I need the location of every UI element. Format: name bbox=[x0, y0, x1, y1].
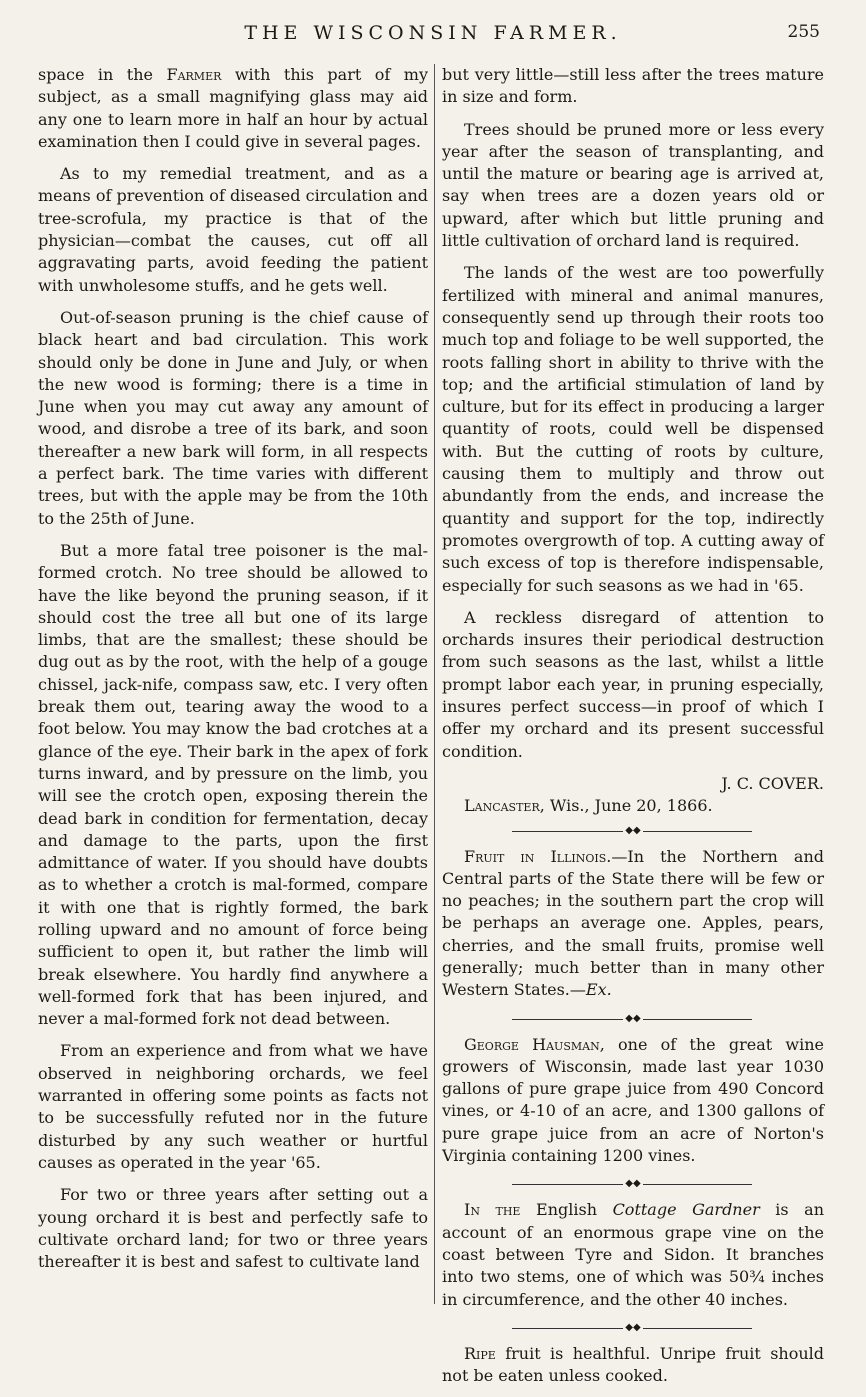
section-rule: ◆◆ bbox=[442, 1012, 824, 1026]
publication-title: Cottage Gardner bbox=[612, 1200, 760, 1220]
news-item: George Hausman, one of the great wine growers of Wisconsin, made last year 1030 gallons of pure grape juice from 490 Concord vines, or 4-10 of an acre, and 1300 gallons of pure grape juice from an acre of Norton's Virginia containing 1200 vines. bbox=[442, 1034, 824, 1166]
paragraph: As to my remedial treatment, and as a means of prevention of diseased circulation and tree-scrofula, my practice is that of the physician—combat the causes, cut off all aggravating parts, avoid feeding the patient with unwholesome stuffs, and he gets well. bbox=[38, 164, 428, 295]
column-divider bbox=[434, 64, 435, 1304]
paragraph: From an experience and from what we have observed in neighboring orchards, we feel warranted in offering some points as facts not to be successfully refuted nor in the future disturbed by any such weather or hurtful causes as operated in the year '65. bbox=[38, 1041, 428, 1172]
news-item: In the English Cottage Gardner is an account of an enormous grape vine on the coast between Tyre and Sidon. It branches into two stems, one of which was 50¾ inches in circumference, and the other 40 inches. bbox=[442, 1200, 825, 1309]
paragraph: but very little—still less after the trees mature in size and form. bbox=[442, 65, 824, 107]
section-rule: ◆◆ bbox=[442, 1177, 824, 1191]
page-number: 255 bbox=[787, 22, 820, 42]
item-heading: In the bbox=[464, 1200, 521, 1220]
item-heading: Fruit in Illinois bbox=[464, 846, 607, 866]
paragraph: A reckless disregard of attention to orchards insures their periodical destruction from such seasons as the last, whilst a little prompt labor each year, in pruning especially, insures perfect success—in proof of which I offer my orchard and its present successful condition. bbox=[442, 607, 824, 761]
paragraph: space in the Farmer with this part of my subject, as a small magnifying glass may aid any one to learn more in half an hour by actual examination then I could give in several pages. bbox=[38, 65, 428, 151]
item-heading: George Hausman bbox=[464, 1034, 600, 1054]
section-rule: ◆◆ bbox=[442, 1321, 824, 1335]
page-header bbox=[0, 22, 866, 48]
right-column bbox=[442, 64, 824, 1397]
signature: J. C. COVER. bbox=[721, 773, 824, 793]
journal-title: THE WISCONSIN FARMER. bbox=[244, 22, 622, 44]
paragraph: For two or three years after setting out a young orchard it is best and perfectly safe to cultivate orchard land; for two or three years thereafter it is best and safest to cultivate land bbox=[38, 1185, 428, 1272]
paragraph: Out-of-season pruning is the chief cause of black heart and bad circulation. This work should only be done in June and July, or when the new wood is forming; there is a time in June when you may cut away any amount of wood, and disrobe a tree of its bark, and soon thereafter a new bark will form, in all respects a perfect bark. The time varies with different trees, but with the apple may be from the 10th to the 25th of June. bbox=[38, 307, 428, 528]
item-heading: Ripe bbox=[464, 1343, 496, 1363]
section-rule: ◆◆ bbox=[442, 824, 824, 838]
paragraph: The lands of the west are too powerfully fertilized with mineral and animal manures, consequently send up through their roots too much top and foliage to be well supported, the roots falling short in ability to thrive with the top; and the artificial stimulation of land by culture, but for its effect in producing a larger quantity of roots, could well be dispensed with. But the cutting of roots by culture, causing them to multiply and throw out abundantly from the ends, and increase the quantity and support for the top, indirectly promotes overgrowth of top. A cutting away of such excess of top is therefore indispensable, especially for such seasons as we had in '65. bbox=[442, 263, 824, 595]
dateline: Lancaster, Wis., June 20, 1866. bbox=[464, 796, 713, 816]
paragraph: But a more fatal tree poisoner is the mal-formed crotch. No tree should be allowed to have the like beyond the pruning season, if it should cost the tree all but one of its large limbs, that are the smallest; these should be dug out as by the root, with the help of a gouge chissel, jack-nife, compass saw, etc. I very often break them out, tearing away the wood to a foot below. You may know the bad crotches at a glance of the eye. Their bark in the apex of fork turns inward, and by pressure on the limb, you will see the crotch open, exposing therein the dead bark in condition for fermentation, decay and damage to the parts, upon the first admittance of water. If you should have doubts as to whether a crotch is mal-formed, compare it with one that is rightly formed, the bark rolling upward and no amount of force being sufficient to open it, but rather the limb will break elsewhere. You hardly find anywhere a well-formed fork that has been injured, and never a mal-formed fork not dead between. bbox=[38, 540, 428, 1029]
news-item: Fruit in Illinois.—In the Northern and Central parts of the State there will be few or no peaches; in the southern part the crop will be perhaps an average one. Apples, pears, cherries, and the small fruits, promise well generally; much better than in many other Western States.—Ex. bbox=[442, 846, 825, 1000]
news-item: Ripe fruit is healthful. Unripe fruit should not be eaten unless cooked. bbox=[442, 1343, 824, 1386]
paragraph: Trees should be pruned more or less every year after the season of transplanting, and until the mature or bearing age is arrived at, say when trees are a dozen years old or upward, after which but little pruning and little cultivation of orchard land is required. bbox=[442, 119, 824, 251]
left-column bbox=[38, 64, 428, 1283]
journal-name: Farmer bbox=[166, 65, 222, 84]
